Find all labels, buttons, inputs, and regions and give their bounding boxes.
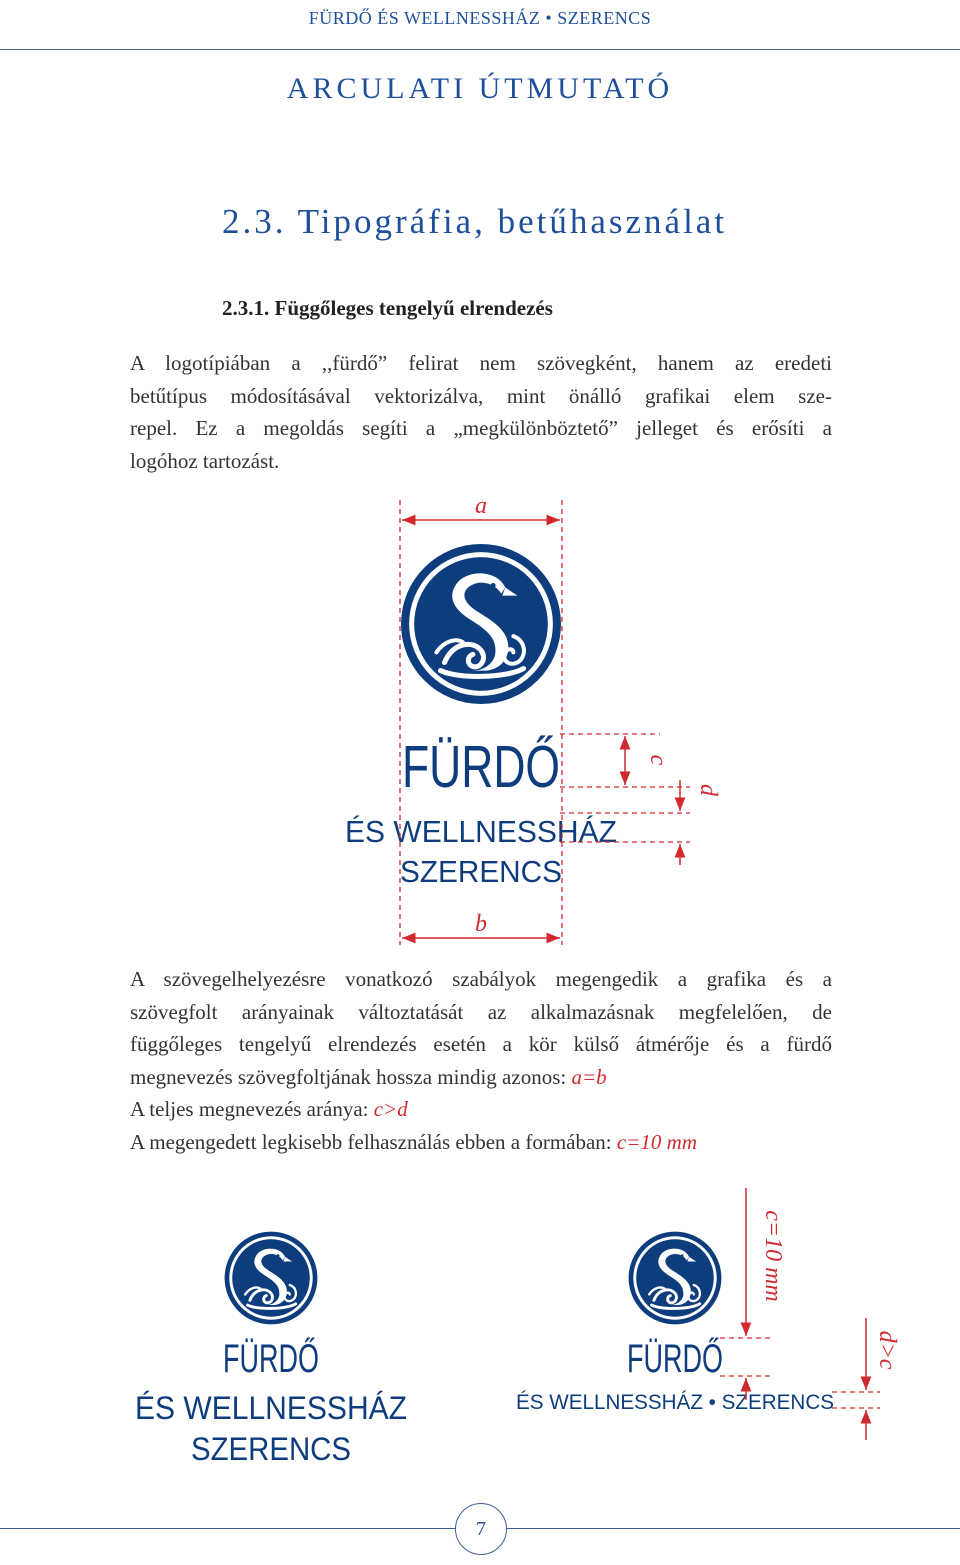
logo-line-1: ÉS WELLNESSHÁZ bbox=[345, 814, 617, 849]
formula-c-10mm: c=10 mm bbox=[616, 1129, 697, 1154]
page-number: 7 bbox=[455, 1503, 507, 1555]
dimension-a-label: a bbox=[475, 493, 487, 519]
document-title: ARCULATI ÚTMUTATÓ bbox=[286, 72, 674, 105]
swan-emblem-icon bbox=[401, 544, 561, 704]
small-logo-line-1: ÉS WELLNESSHÁZ bbox=[135, 1390, 407, 1426]
small-logo-line-2: SZERENCS bbox=[191, 1431, 351, 1467]
rules-text: A teljes megnevezés aránya: bbox=[130, 1097, 374, 1121]
formula-a-equals-b: a=b bbox=[571, 1064, 607, 1089]
section-title: 2.3. Tipográfia, betűhasználat bbox=[222, 202, 728, 241]
running-header: FÜRDŐ ÉS WELLNESSHÁZ • SZERENCS bbox=[308, 8, 652, 28]
logo-wordmark: FÜRDŐ bbox=[402, 734, 560, 800]
rules-line-ab bbox=[130, 1061, 832, 1094]
rules-text: megnevezés szövegfoltjának hossza mindig azonos: bbox=[130, 1064, 572, 1089]
rules-line: szövegfolt arányainak változtatását az alkalmazásnak megfelelően, de bbox=[130, 999, 832, 1024]
intro-line: A logotípiában a ,,fürdő” felirat nem szövegként, hanem az eredeti bbox=[130, 351, 832, 375]
intro-line: betűtípus módosításával vektorizálva, mint önálló grafikai elem sze- bbox=[130, 383, 832, 408]
subsection-title: 2.3.1. Függőleges tengelyű elrendezés bbox=[222, 296, 553, 320]
intro-line: logóhoz tartozást. bbox=[130, 448, 280, 473]
dimension-dc-label: d>c bbox=[874, 1330, 900, 1370]
rules-line-cd bbox=[130, 1093, 832, 1126]
intro-line: repel. Ez a megoldás segíti a „megkülönböztető” jelleget és erősíti a bbox=[130, 416, 832, 440]
small-logo-wordmark: FÜRDŐ bbox=[223, 1337, 366, 1381]
dimension-c10-label: c=10 mm bbox=[760, 1210, 786, 1302]
dimension-b-label: b bbox=[475, 911, 487, 937]
logo-line-2: SZERENCS bbox=[400, 854, 562, 889]
rules-line: A szövegelhelyezésre vonatkozó szabályok megengedik a grafika és a bbox=[130, 967, 832, 991]
dimension-c-label: c bbox=[645, 754, 671, 766]
rules-line: függőleges tengelyű elrendezés esetén a kör külső átmérője és a fürdő bbox=[130, 1032, 832, 1056]
rules-paragraph bbox=[130, 963, 832, 1158]
rules-text: A megengedett legkisebb felhasználás ebben a formában: bbox=[130, 1129, 617, 1154]
rules-line-min bbox=[130, 1126, 832, 1159]
horizontal-logo-line: ÉS WELLNESSHÁZ • SZERENCS bbox=[516, 1391, 834, 1414]
swan-emblem-horizontal-icon bbox=[629, 1232, 722, 1325]
formula-c-greater-d: c>d bbox=[373, 1097, 408, 1121]
swan-emblem-small-icon bbox=[225, 1232, 318, 1325]
dimension-d-label: d bbox=[695, 784, 721, 796]
horizontal-logo-wordmark: FÜRDŐ bbox=[627, 1337, 770, 1381]
